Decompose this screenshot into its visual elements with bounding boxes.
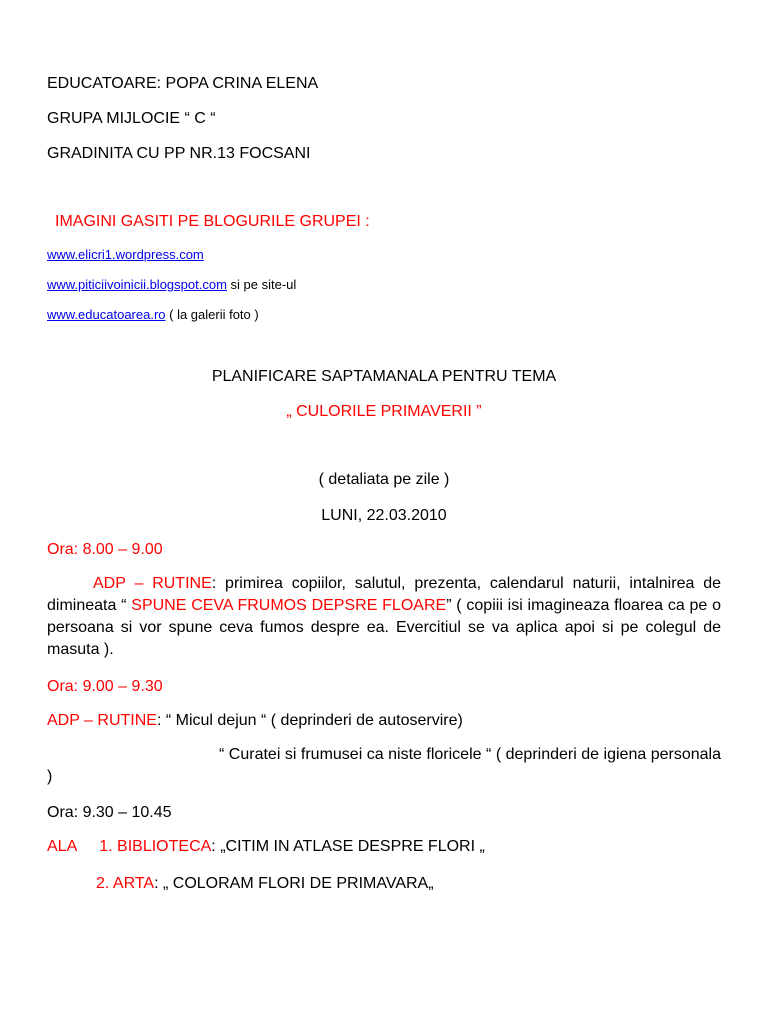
ala-label: ALA: [47, 838, 78, 855]
adp-paragraph-1: [47, 573, 721, 661]
adp-label-2: ADP – RUTINE: [47, 712, 157, 729]
plan-detail: ( detaliata pe zile ): [318, 471, 450, 488]
educator-name: EDUCATOARE: POPA CRINA ELENA: [47, 75, 319, 92]
blog-link-3-suffix: ( la galerii foto ): [165, 307, 259, 322]
adp-text-2: : “ Micul dejun “ ( deprinderi de autoservire): [156, 712, 463, 729]
ala-item-1-label: 1. BIBLIOTECA: [99, 838, 212, 855]
blog-link-educatoarea[interactable]: www.educatoarea.ro: [47, 307, 166, 322]
adp-paragraph-2: [47, 744, 721, 788]
group-name: GRUPA MIJLOCIE “ C “: [47, 110, 216, 127]
ala-line-1: [47, 837, 485, 857]
blog-link-2-suffix: si pe site-ul: [226, 277, 297, 292]
blog-link-line-3: [47, 307, 259, 323]
time-slot-3: Ora: 9.30 – 10.45: [47, 804, 172, 821]
adp-text-1b: ” ( copiii isi imagineaza floarea ca pe o persoana si vor spune ceva fumos despre ea. Evercitiul se va aplica apoi si pe colegul de masuta ).: [47, 597, 722, 658]
ala-line-2: [96, 874, 434, 894]
adp-label-1: ADP – RUTINE: [93, 575, 212, 592]
plan-day: LUNI, 22.03.2010: [321, 507, 447, 524]
kindergarten-name: GRADINITA CU PP NR.13 FOCSANI: [47, 145, 311, 162]
time-slot-1: Ora: 8.00 – 9.00: [47, 541, 163, 558]
ala-item-2-label: 2. ARTA: [96, 875, 155, 892]
adp-line-2: [47, 711, 463, 731]
blog-link-line-1: [47, 247, 204, 263]
blog-link-piticii[interactable]: www.piticiivoinicii.blogspot.com: [47, 277, 227, 292]
plan-title: PLANIFICARE SAPTAMANALA PENTRU TEMA: [211, 368, 557, 385]
ala-item-1-text: : „CITIM IN ATLASE DESPRE FLORI „: [211, 838, 485, 855]
blog-link-elicri[interactable]: www.elicri1.wordpress.com: [47, 247, 204, 262]
ala-item-2-text: : „ COLORAM FLORI DE PRIMAVARA„: [154, 875, 434, 892]
time-slot-2: Ora: 9.00 – 9.30: [47, 678, 163, 695]
plan-theme: „ CULORILE PRIMAVERII ”: [286, 403, 482, 420]
adp-text-1a: : primirea copiilor, salutul, prezenta, calendarul naturii, intalnirea de dimineata “: [47, 575, 722, 614]
blog-link-line-2: [47, 277, 296, 293]
blogs-heading: IMAGINI GASITI PE BLOGURILE GRUPEI :: [55, 213, 370, 230]
adp-highlight-1: SPUNE CEVA FRUMOS DEPSRE FLOARE: [131, 597, 447, 614]
adp-text-2-cont: “ Curatei si frumusei ca niste floricele “ ( deprinderi de igiena personala ): [47, 746, 721, 785]
